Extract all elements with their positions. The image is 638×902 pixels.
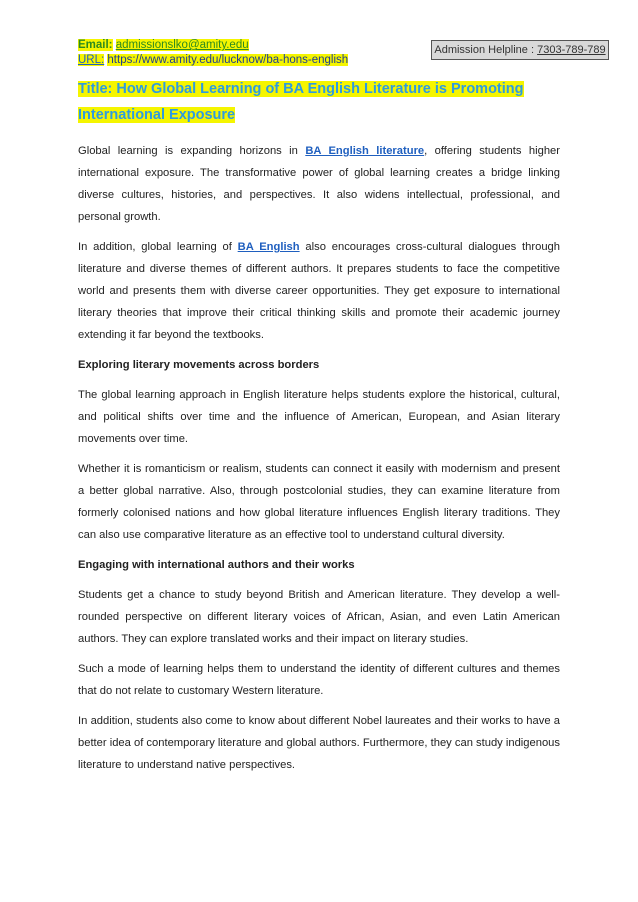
paragraph-3: The global learning approach in English literature helps students explore the historical, cultural, and political shifts over time and the influence of American, European, and Asian literary movements over time. [78,389,560,445]
email-link[interactable]: admissionslko@amity.edu [115,39,249,51]
section-heading-international-authors: Engaging with international authors and their works [78,559,355,571]
url-link[interactable]: https://www.amity.edu/lucknow/ba-hons-english [107,54,349,66]
email-line [78,38,348,53]
email-label: Email: [78,39,113,51]
helpline-number[interactable]: 7303-789-789 [537,44,606,56]
paragraph-2 [78,236,560,346]
title-text: Title: How Global Learning of BA English Literature is Promoting International Exposure [78,81,524,123]
helpline-label: Admission Helpline : [434,44,538,56]
paragraph-1-text-b: , offering students higher international exposure. The transformative power of global learning creates a bridge linking diverse cultures, histories, and perspectives. It also widens intellectual, professional, and personal growth. [78,145,560,223]
contact-block [78,38,348,68]
paragraph-1 [78,140,560,228]
paragraph-5: Students get a chance to study beyond British and American literature. They develop a well-rounded perspective on different literary voices of African, Asian, and even Latin American authors. They can explore translated works and their impact on literary studies. [78,589,560,645]
admission-helpline-box [431,40,609,60]
url-line [78,53,348,68]
paragraph-2-text-b: also encourages cross-cultural dialogues through literature and diverse themes of different authors. It prepares students to face the competitive world and presents them with diverse career opportunities. They get exposure to international literary theories that improve their critical thinking skills and promote their academic journey extending it far beyond the textbooks. [78,241,560,341]
paragraph-4: Whether it is romanticism or realism, students can connect it easily with modernism and present a better global narrative. Also, through postcolonial studies, they can examine literature from formerly colonised nations and how global literature influences English literary traditions. They can also use comparative literature as an effective tool to understand cultural diversity. [78,463,560,541]
page-title [78,76,566,128]
ba-english-literature-link[interactable]: BA English literature [305,145,425,157]
paragraph-7: In addition, students also come to know about different Nobel laureates and their works to have a better idea of contemporary literature and global authors. Furthermore, they can study indigenous literature to understand native perspectives. [78,715,560,771]
paragraph-1-text-a: Global learning is expanding horizons in [78,145,306,157]
ba-english-link[interactable]: BA English [237,241,300,253]
url-label: URL: [78,54,105,66]
article-body [78,140,560,784]
paragraph-2-text-a: In addition, global learning of [78,241,238,253]
section-heading-literary-movements: Exploring literary movements across borders [78,359,320,371]
paragraph-6: Such a mode of learning helps them to understand the identity of different cultures and themes that do not relate to customary Western literature. [78,663,560,697]
